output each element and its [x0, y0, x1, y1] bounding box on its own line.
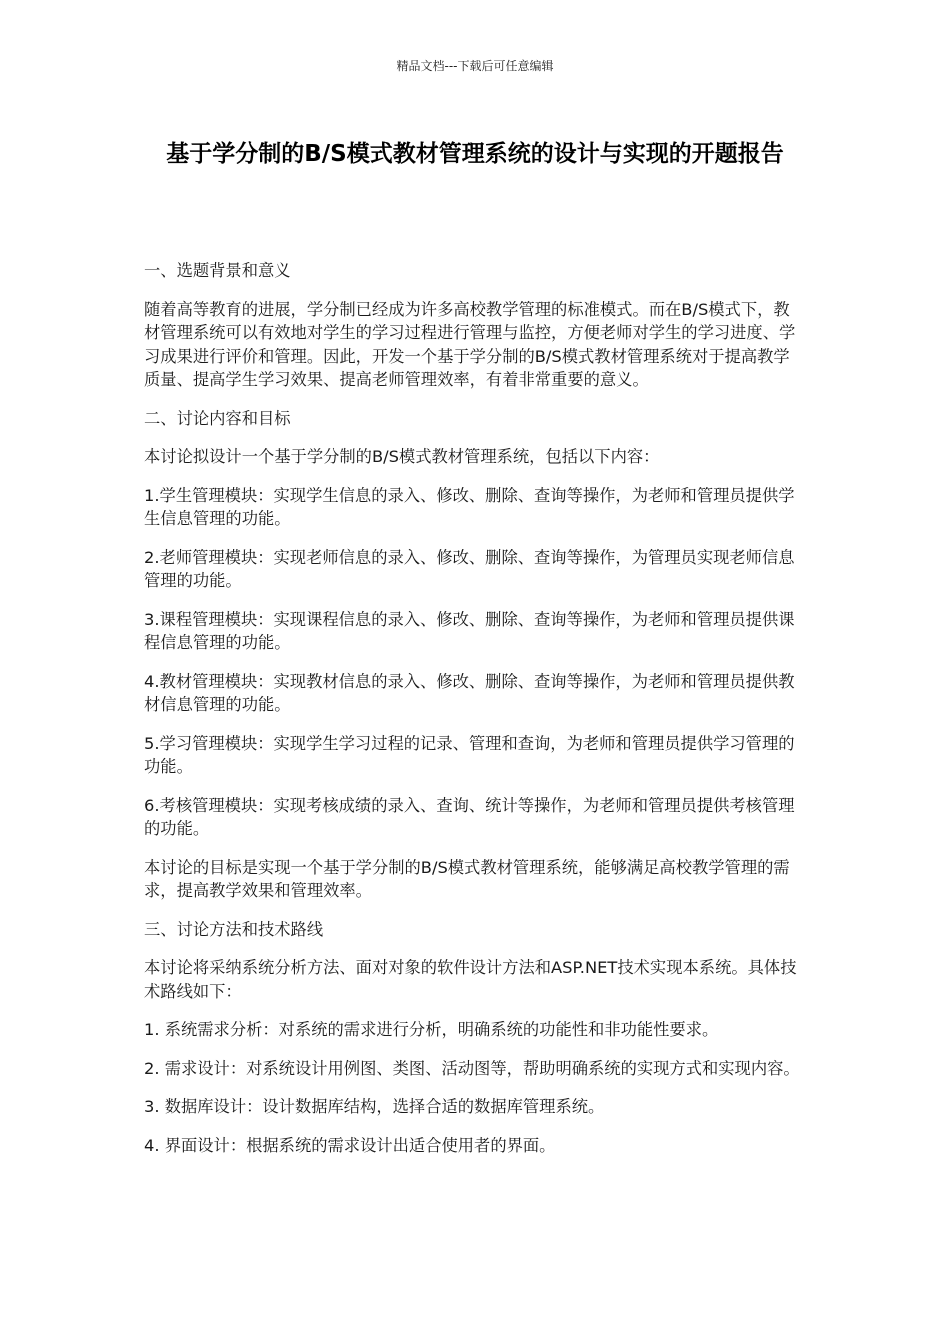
list-item: 2. 需求设计：对系统设计用例图、类图、活动图等，帮助明确系统的实现方式和实现内容。	[144, 1058, 800, 1078]
list-item: 1. 系统需求分析：对系统的需求进行分析，明确系统的功能性和非功能性要求。	[144, 1020, 719, 1039]
paragraph: 本讨论将采纳系统分析方法、面对对象的软件设计方法和ASP.NET技术实现本系统。具体技术路线如下：	[144, 958, 797, 1001]
list-item: 4. 界面设计：根据系统的需求设计出适合使用者的界面。	[144, 1135, 556, 1155]
paragraph: 本讨论拟设计一个基于学分制的B/S模式教材管理系统，包括以下内容：	[144, 447, 660, 466]
list-item: 1.学生管理模块：实现学生信息的录入、修改、删除、查询等操作，为老师和管理员提供学生信息管理的功能。	[144, 485, 795, 528]
list-item: 4.教材管理模块：实现教材信息的录入、修改、删除、查询等操作，为老师和管理员提供教材信息管理的功能。	[144, 671, 795, 714]
list-item: 6.考核管理模块：实现考核成绩的录入、查询、统计等操作，为老师和管理员提供考核管理的功能。	[144, 795, 795, 838]
page-header: 精品文档---下载后可任意编辑	[396, 59, 554, 73]
section-heading: 二、讨论内容和目标	[144, 408, 291, 428]
paragraph: 随着高等教育的进展，学分制已经成为许多高校教学管理的标准模式。而在B/S模式下，教材管理系统可以有效地对学生的学习过程进行管理与监控，方便老师对学生的学习进度、学习成果进行评价和管理。因此，开发一个基于学分制的B/S模式教材管理系统对于提高教学质量、提高学生学习效果、提高老师管理效率，有着非常重要的意义。	[144, 299, 796, 389]
list-item: 3. 数据库设计：设计数据库结构，选择合适的数据库管理系统。	[144, 1097, 605, 1116]
section-heading: 三、讨论方法和技术路线	[144, 919, 324, 939]
list-item: 5.学习管理模块：实现学生学习过程的记录、管理和查询，为老师和管理员提供学习管理的功能。	[144, 733, 795, 776]
list-item: 2.老师管理模块：实现老师信息的录入、修改、删除、查询等操作，为管理员实现老师信息管理的功能。	[144, 547, 795, 590]
section-heading: 一、选题背景和意义	[144, 261, 291, 280]
list-item: 3.课程管理模块：实现课程信息的录入、修改、删除、查询等操作，为老师和管理员提供课程信息管理的功能。	[144, 609, 795, 652]
document-title: 基于学分制的B/S模式教材管理系统的设计与实现的开题报告	[166, 141, 784, 167]
paragraph: 本讨论的目标是实现一个基于学分制的B/S模式教材管理系统，能够满足高校教学管理的需求，提高教学效果和管理效率。	[144, 857, 790, 900]
document-body	[144, 259, 804, 1172]
